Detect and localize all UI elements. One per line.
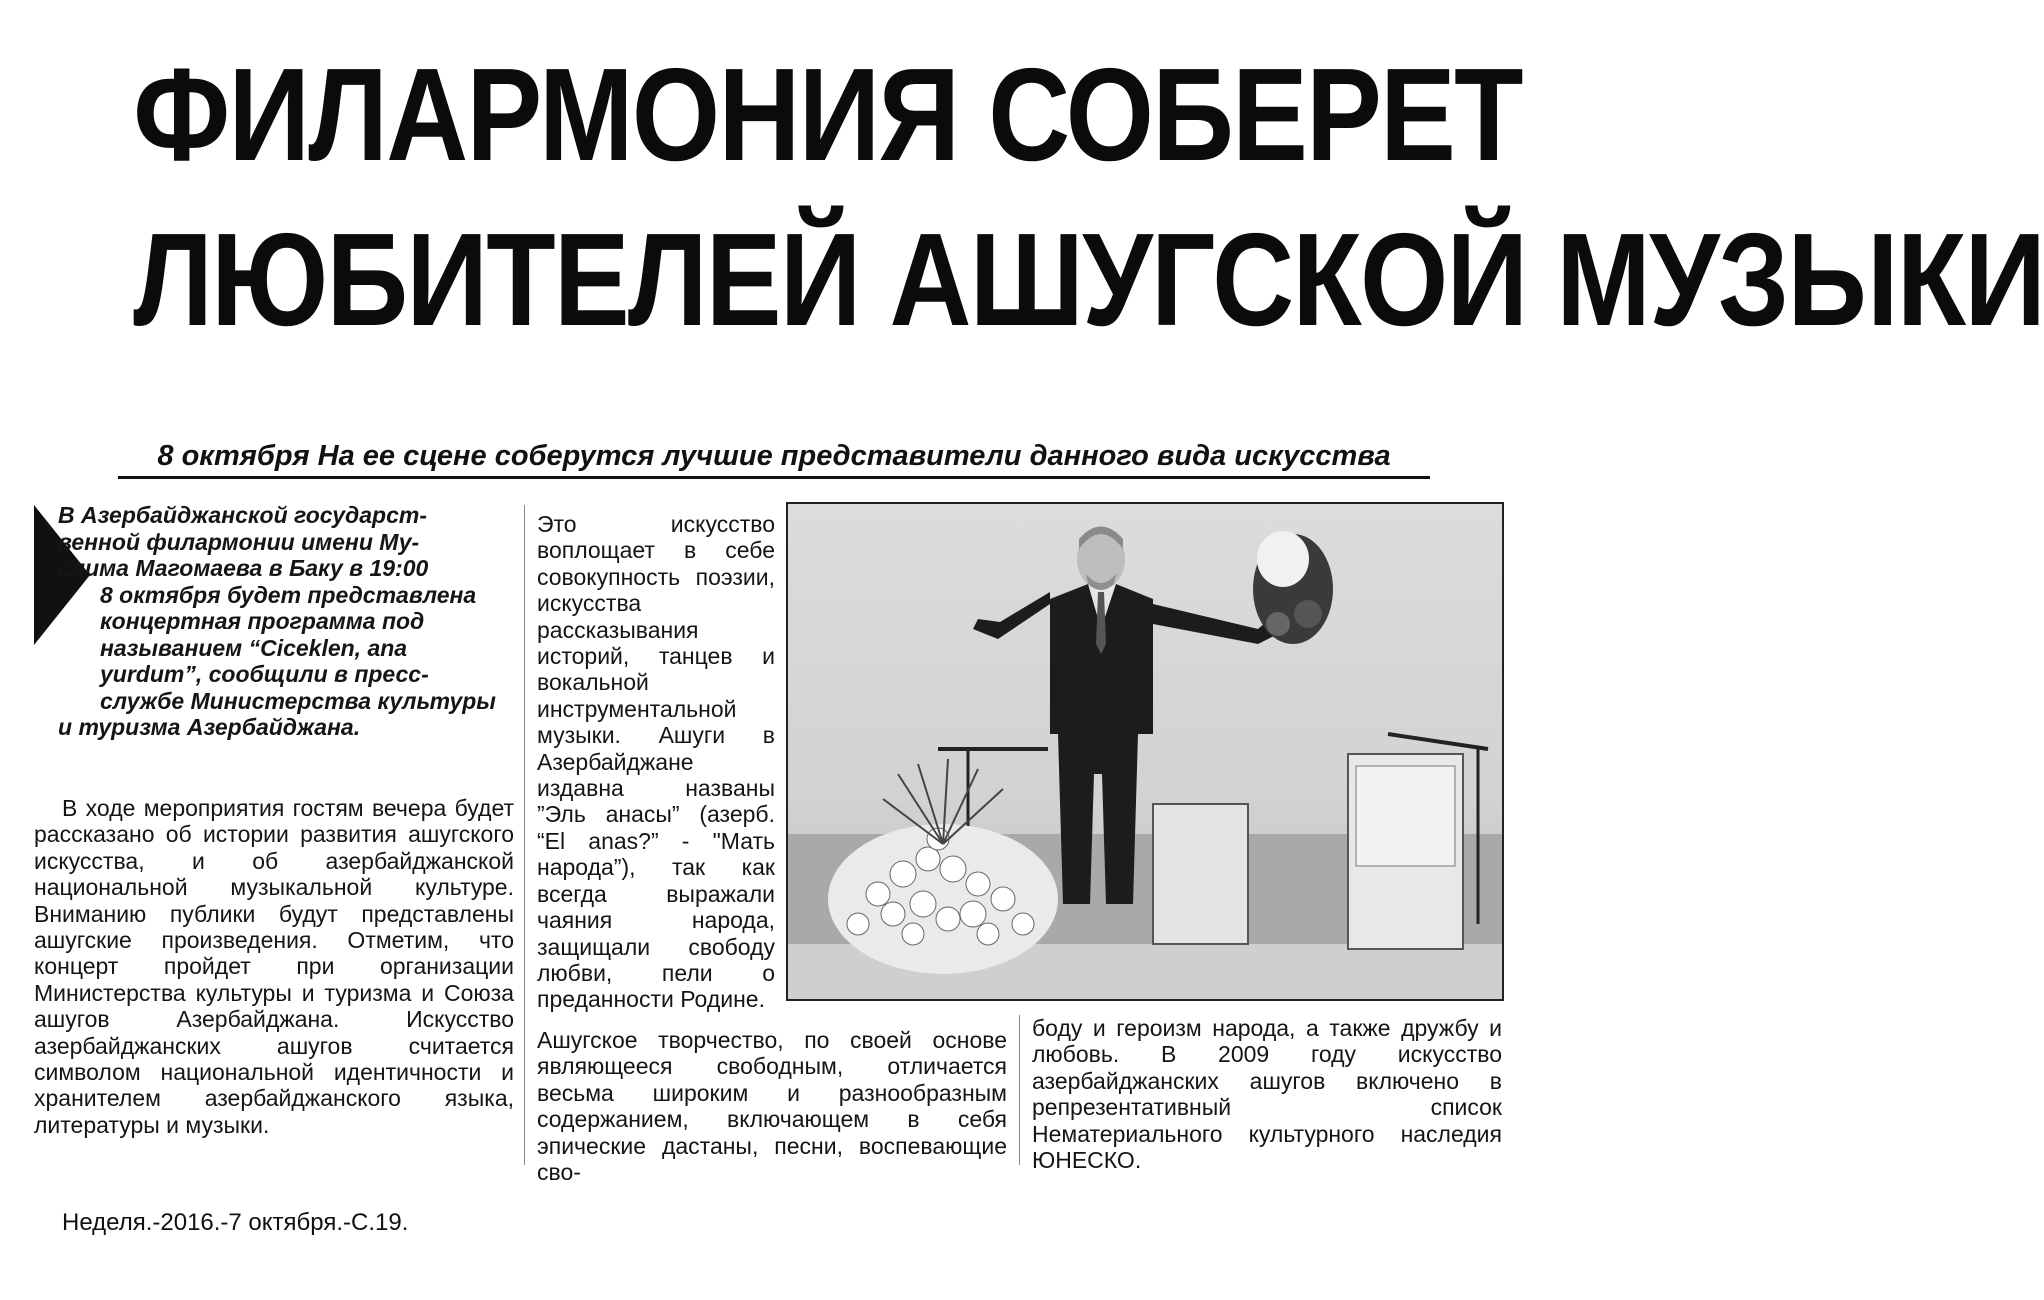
lead-line: слима Магомаева в Баку в 19:00 [58, 555, 429, 581]
lead-line: 8 октября будет представлена [100, 581, 477, 608]
headline-line-1: ФИЛАРМОНИЯ СОБЕРЕТ [133, 41, 1522, 188]
subheadline: 8 октября На ее сцене соберутся лучшие представители данного вида искусства [118, 437, 1430, 479]
lead-line: службе Министерства культуры [100, 687, 496, 714]
article-column-left: В ходе мероприятия гостям вечера будет рассказано об истории развития ашугского искусства, и об азербайджанской национальной музыкальной культуре. Вниманию публики будут представлены ашугские произведения. Отметим, что концерт пройдет при организации Министерства культуры и туризма и Союза ашугов Азербайджана. Искусство азербайджанских ашугов считается символом национальной идентичности и хранителем азербайджанского языка, литературы и музыки. [34, 795, 514, 1138]
photo-illustration [788, 504, 1502, 999]
column-divider [1019, 1015, 1020, 1165]
lead-line: венной филармонии имени Му- [58, 528, 420, 555]
article-column-right: боду и героизм народа, а также дружбу и любовь. В 2009 году искусство азербайджанских ашугов включено в репрезентативный список Нематериального культурного наследия ЮНЕСКО. [1032, 1015, 1502, 1174]
article-column-middle: Это искусство воплощает в себе совокупность поэзии, искусства рассказывания историй, танцев и вокальной инструментальной музыки. Ашуги в Азербайджане издавна названы ”Эль анасы” (азерб. “El anas?” - "Мать народа”), так как всегда выражали чаяния народа, защищали свободу любви, пели о преданности Родине. [537, 511, 775, 1013]
lead-paragraph [58, 502, 513, 741]
lead-line: и туризма Азербайджана. [58, 714, 361, 740]
headline-line-2: ЛЮБИТЕЛЕЙ АШУГСКОЙ МУЗЫКИ [133, 206, 2044, 353]
article-column-middle-bottom: Ашугское творчество, по своей основе являющееся свободным, отличается весьма широким и разнообразным содержанием, включающем в себя эпические дастаны, песни, воспевающие сво- [537, 1027, 1007, 1186]
lead-line: В Азербайджанской государст- [58, 502, 428, 528]
concert-photo [786, 502, 1504, 1001]
lead-line: называнием “Ciceklen, ana [100, 634, 408, 661]
source-citation: Неделя.-2016.-7 октября.-С.19. [62, 1209, 409, 1236]
column-divider [524, 505, 525, 1165]
lead-line: концертная программа под [100, 608, 425, 634]
lead-line: yurdum”, сообщили в пресс- [100, 661, 429, 687]
